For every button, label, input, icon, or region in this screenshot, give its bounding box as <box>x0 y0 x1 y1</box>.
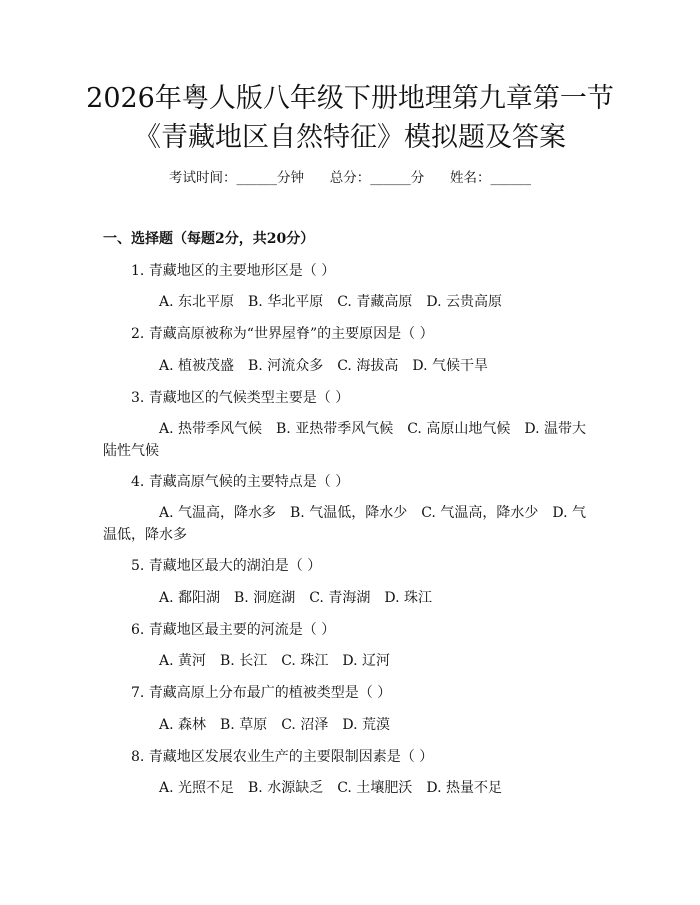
option-a: A. 光照不足 <box>159 780 235 796</box>
question-2: 2. 青藏高原被称为“世界屋脊”的主要原因是（ ） <box>131 326 434 342</box>
option-a: A. 东北平原 <box>159 294 235 310</box>
option-a: A. 森林 <box>159 717 207 733</box>
option-b: B. 亚热带季风气候 <box>276 421 394 437</box>
question-7: 7. 青藏高原上分布最广的植被类型是（ ） <box>131 685 392 701</box>
option-d: D. 温带大陆性气候 <box>103 421 586 459</box>
options-6 <box>103 650 593 672</box>
option-d: D. 珠江 <box>384 590 432 606</box>
options-7 <box>103 714 593 736</box>
option-c: C. 气温高，降水少 <box>421 505 539 521</box>
option-c: C. 海拔高 <box>337 358 399 374</box>
question-3: 3. 青藏地区的气候类型主要是（ ） <box>131 390 350 406</box>
option-c: C. 珠江 <box>281 653 329 669</box>
question-5: 5. 青藏地区最大的湖泊是（ ） <box>131 558 322 574</box>
section-heading-choice: 一、选择题（每题2分，共20分） <box>103 231 315 247</box>
option-c: C. 青海湖 <box>309 590 371 606</box>
option-a: A. 鄱阳湖 <box>159 590 221 606</box>
option-d: D. 辽河 <box>342 653 390 669</box>
option-a: A. 气温高，降水多 <box>159 505 277 521</box>
question-4: 4. 青藏高原气候的主要特点是（ ） <box>131 474 350 490</box>
options-2 <box>103 355 593 377</box>
option-c: C. 高原山地气候 <box>407 421 511 437</box>
option-c: C. 沼泽 <box>281 717 329 733</box>
title-line-2: 《青藏地区自然特征》模拟题及答案 <box>134 122 566 153</box>
option-b: B. 洞庭湖 <box>234 590 296 606</box>
option-a: A. 热带季风气候 <box>159 421 263 437</box>
options-5 <box>103 587 593 609</box>
option-b: B. 长江 <box>220 653 268 669</box>
option-b: B. 水源缺乏 <box>248 780 324 796</box>
question-8: 8. 青藏地区发展农业生产的主要限制因素是（ ） <box>131 749 434 765</box>
option-d: D. 云贵高原 <box>426 294 502 310</box>
option-c: C. 土壤肥沃 <box>337 780 413 796</box>
options-1 <box>103 291 593 313</box>
option-d: D. 热量不足 <box>426 780 502 796</box>
option-b: B. 华北平原 <box>248 294 324 310</box>
option-b: B. 草原 <box>220 717 268 733</box>
options-4 <box>103 502 593 546</box>
option-b: B. 气温低，降水少 <box>290 505 408 521</box>
option-d: D. 荒漠 <box>342 717 390 733</box>
option-b: B. 河流众多 <box>248 358 324 374</box>
option-a: A. 黄河 <box>159 653 207 669</box>
question-6: 6. 青藏地区最主要的河流是（ ） <box>131 622 336 638</box>
option-a: A. 植被茂盛 <box>159 358 235 374</box>
option-c: C. 青藏高原 <box>337 294 413 310</box>
options-3 <box>103 418 593 462</box>
options-8 <box>103 777 593 799</box>
exam-info-line: 考试时间：______分钟 总分：______分 姓名：______ <box>169 170 531 186</box>
question-1: 1. 青藏地区的主要地形区是（ ） <box>131 263 336 279</box>
title-line-1: 2026年粤人版八年级下册地理第九章第一节 <box>86 83 614 114</box>
option-d: D. 气温低，降水多 <box>103 505 586 543</box>
option-d: D. 气候干旱 <box>412 358 488 374</box>
